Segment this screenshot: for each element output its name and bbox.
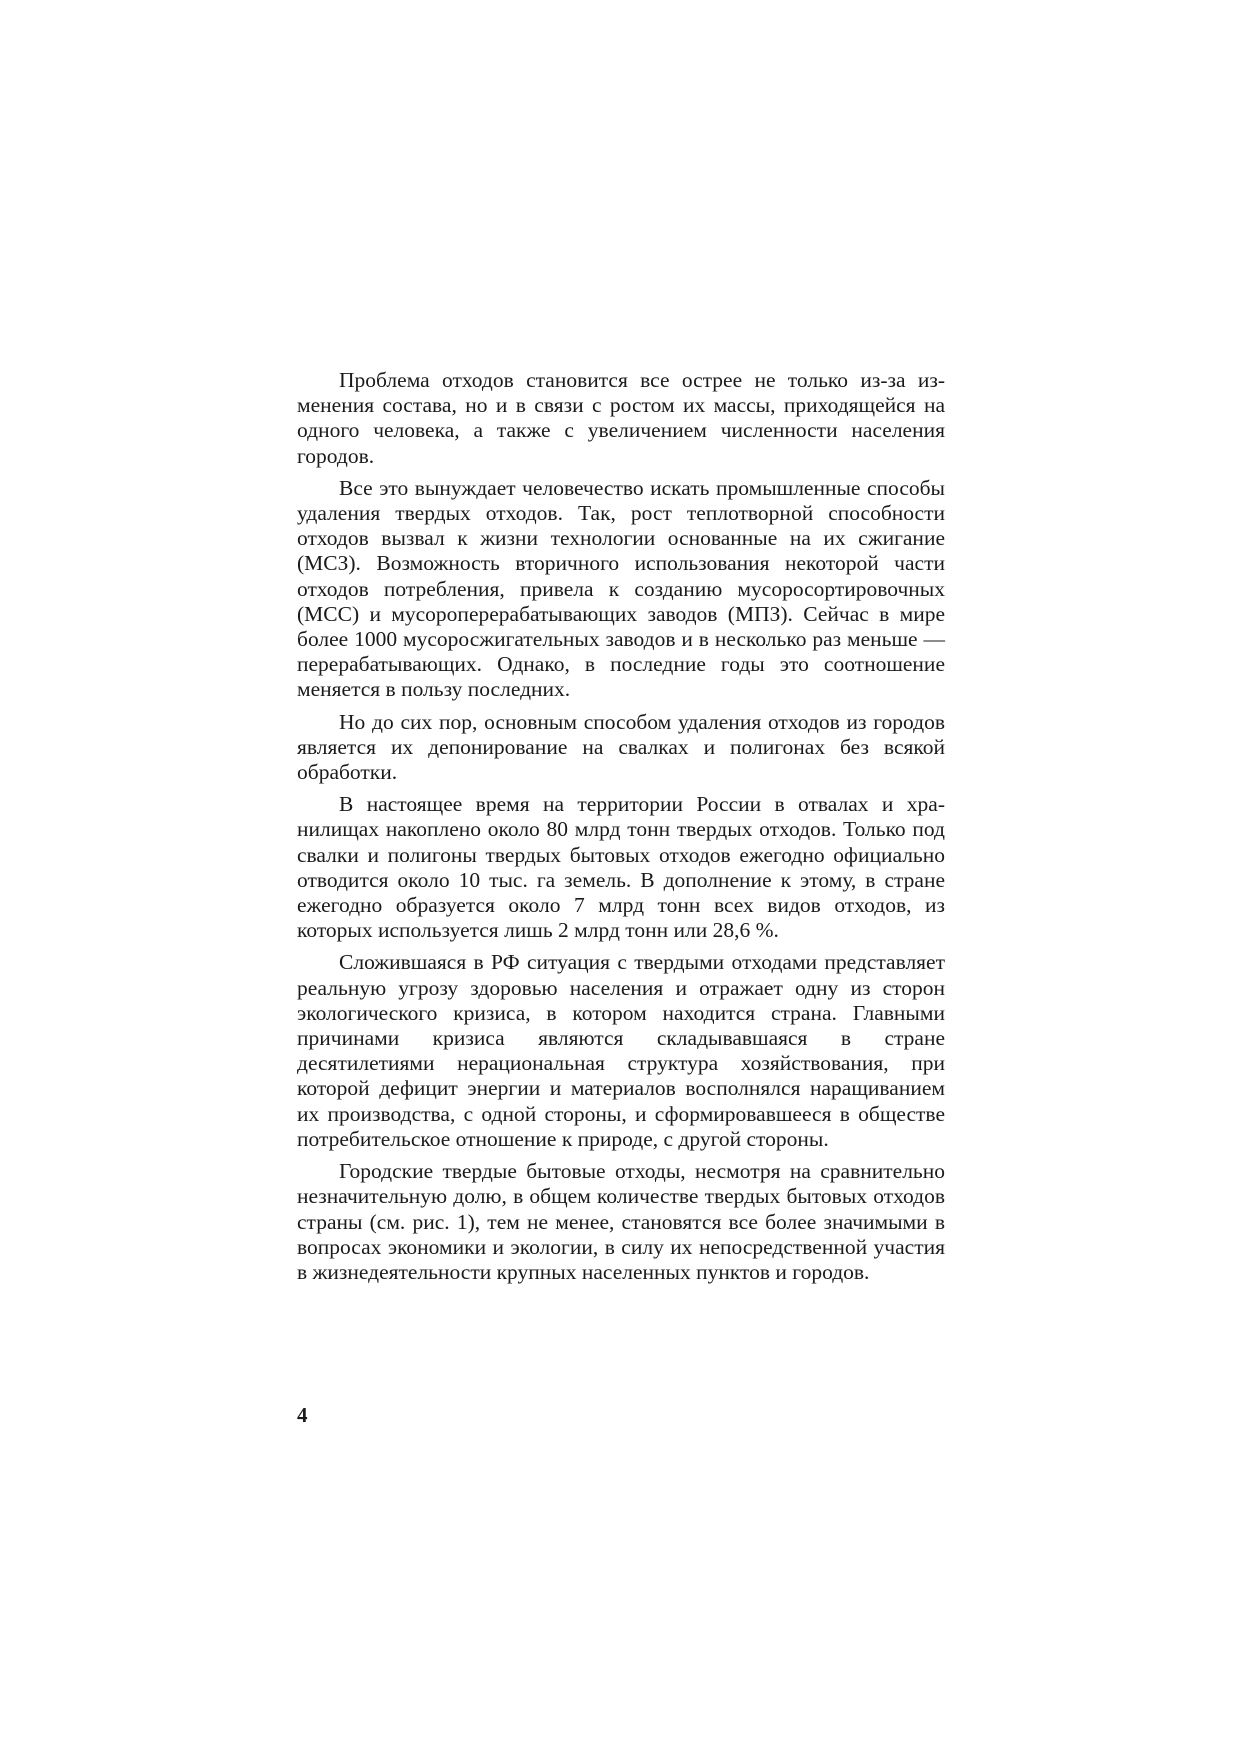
paragraph: Все это вынуждает человечество искать промышленные способы удаления твердых отходов. Так, рост теплотворной способности отходов вызвал к жизни технологии основанные на их сжигание (МСЗ). Возможность вторичного использования некоторой части отходов потребления, привела к созданию мусоросортировочных (МСС) и мусороперерабатывающих заводов (МПЗ). Сейчас в мире более 1000 мусоросжигательных заводов и в несколько раз меньше — перерабатывающих. Однако, в последние годы это соотношение меняется в пользу последних. <box>297 475 945 702</box>
paragraph: Проблема отходов становится все острее не только из-за изменения состава, но и в связи с ростом их массы, приходящейся на одного человека, а также с увеличением численности населения городов. <box>297 368 945 468</box>
paragraph: Но до сих пор, основным способом удаления отходов из городов является их депонирование на свалках и полигонах без всякой обработки. <box>297 709 945 785</box>
paragraph: В настоящее время на территории России в отвалах и хранилищах накоплено около 80 млрд тонн твердых отходов. Только под свалки и полигоны твердых бытовых отходов ежегодно официально отводится около 10 тыс. га земель. В дополнение к этому, в стране ежегодно образуется около 7 млрд тонн всех видов отходов, из которых используется лишь 2 млрд тонн или 28,6 %. <box>297 792 945 943</box>
body-text <box>297 368 945 1292</box>
paragraph: Сложившаяся в РФ ситуация с твердыми отходами представляет реальную угрозу здоровью населения и отражает одну из сторон экологического кризиса, в котором находится страна. Главными причинами кризиса являются складывавшаяся в стране десятилетиями нерациональная структура хозяйствования, при которой дефицит энергии и материалов восполнялся наращиванием их производства, с одной стороны, и сформировавшееся в обществе потребительское отношение к природе, с другой стороны. <box>297 950 945 1151</box>
paragraph: Городские твердые бытовые отходы, несмотря на сравнительно незначительную долю, в общем количестве твердых бытовых отходов страны (см. рис. 1), тем не менее, становятся все более значимыми в вопросах экономики и экологии, в силу их непосредственной участия в жизнедеятельности крупных населенных пунктов и городов. <box>297 1159 945 1284</box>
page-number: 4 <box>297 1403 308 1427</box>
